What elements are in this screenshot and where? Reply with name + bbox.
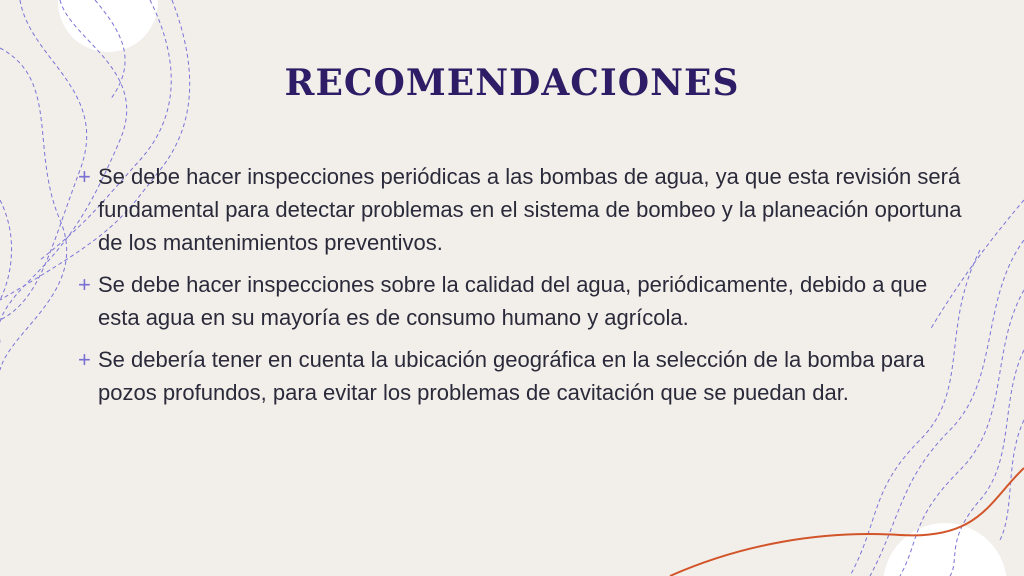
recommendations-list (78, 160, 968, 418)
top-white-circle (58, 0, 158, 52)
list-item (78, 160, 968, 259)
plus-bullet-icon: + (78, 347, 91, 372)
list-item (78, 268, 968, 334)
list-item (78, 343, 968, 409)
list-item-text: Se debería tener en cuenta la ubicación geográfica en la selección de la bomba para pozos profundos, para evitar los problemas de cavitación que se puedan dar. (98, 347, 925, 405)
plus-bullet-icon: + (78, 164, 91, 189)
plus-bullet-icon: + (78, 272, 91, 297)
list-item-text: Se debe hacer inspecciones periódicas a las bombas de agua, ya que esta revisión será fundamental para detectar problemas en el sistema de bombeo y la planeación oportuna de los mantenimientos preventivos. (98, 164, 962, 255)
slide-title: RECOMENDACIONES (284, 62, 740, 104)
list-item-text: Se debe hacer inspecciones sobre la calidad del agua, periódicamente, debido a que esta agua en su mayoría es de consumo humano y agrícola. (98, 272, 928, 330)
